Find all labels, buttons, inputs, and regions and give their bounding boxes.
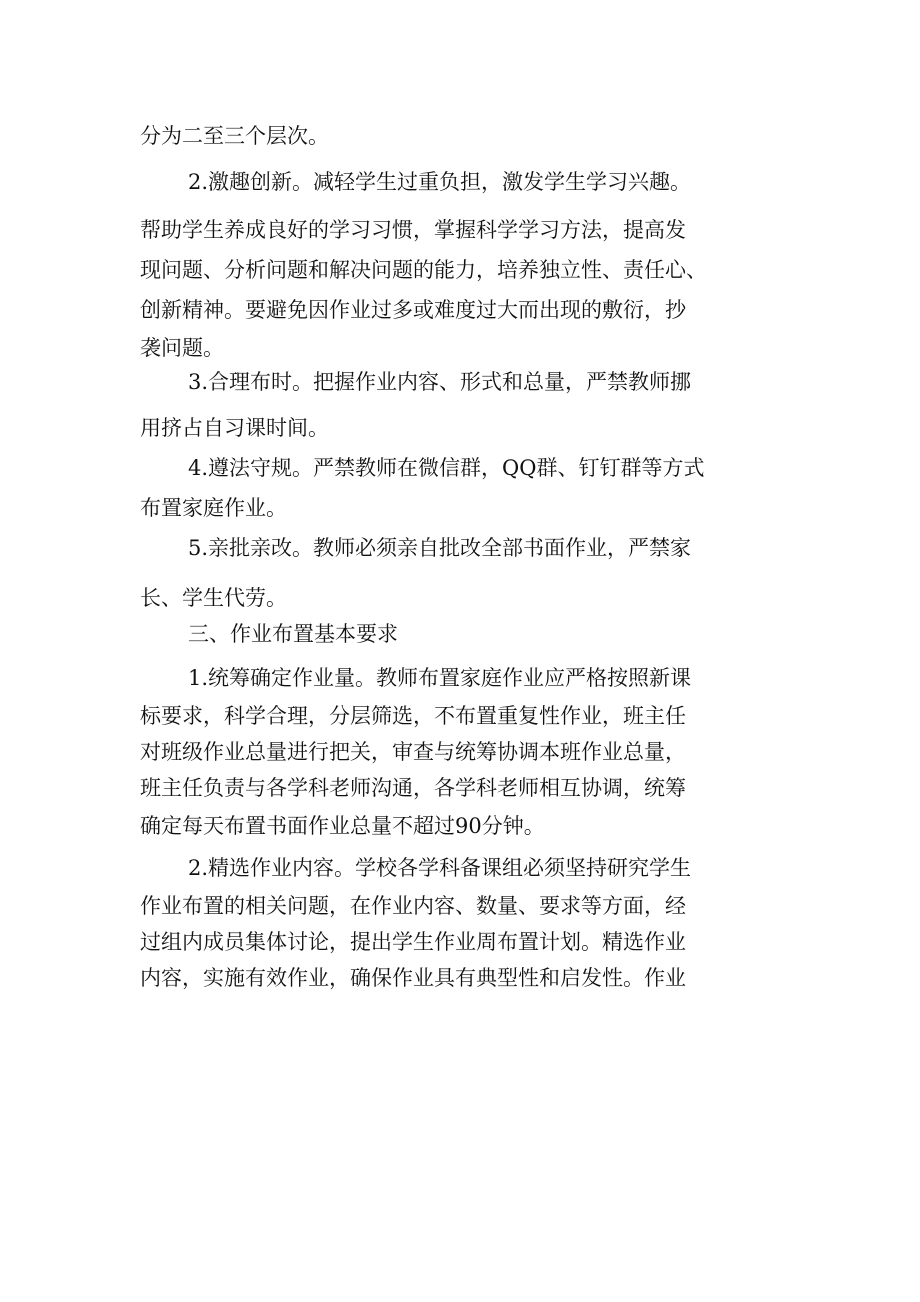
section-heading: 三、作业布置基本要求 [188, 622, 398, 646]
text-line: 2.精选作业内容。学校各学科备课组必须坚持研究学生 [188, 856, 692, 880]
text-line: 对班级作业总量进行把关，审查与统筹协调本班作业总量， [140, 740, 686, 764]
text-line: 袭问题。 [140, 336, 224, 360]
text-line: 确定每天布置书面作业总量不超过90分钟。 [140, 814, 545, 838]
text-line: 用挤占自习课时间。 [140, 416, 329, 440]
text-line: 1.统筹确定作业量。教师布置家庭作业应严格按照新课 [188, 666, 692, 690]
text-line: 帮助学生养成良好的学习习惯，掌握科学学习方法，提高发 [140, 218, 686, 242]
text-line: 内容，实施有效作业，确保作业具有典型性和启发性。作业 [140, 966, 686, 990]
text-line: 布置家庭作业。 [140, 496, 287, 520]
text-line: 过组内成员集体讨论，提出学生作业周布置计划。精选作业 [140, 930, 686, 954]
text-line: 3.合理布时。把握作业内容、形式和总量，严禁教师挪 [188, 370, 692, 394]
text-line: 作业布置的相关问题，在作业内容、数量、要求等方面，经 [140, 894, 686, 918]
text-line: 班主任负责与各学科老师沟通，各学科老师相互协调，统筹 [140, 776, 686, 800]
text-line: 分为二至三个层次。 [140, 124, 329, 148]
text-line: 5.亲批亲改。教师必须亲自批改全部书面作业，严禁家 [188, 536, 692, 560]
text-line: 4.遵法守规。严禁教师在微信群，QQ群、钉钉群等方式 [188, 456, 705, 480]
text-line: 现问题、分析问题和解决问题的能力，培养独立性、责任心、 [140, 258, 707, 282]
text-line: 长、学生代劳。 [140, 586, 287, 610]
text-line: 标要求，科学合理，分层筛选，不布置重复性作业，班主任 [140, 704, 686, 728]
text-line: 创新精神。要避免因作业过多或难度过大而出现的敷衍，抄 [140, 298, 686, 322]
text-line: 2.激趣创新。减轻学生过重负担，激发学生学习兴趣。 [188, 170, 692, 194]
